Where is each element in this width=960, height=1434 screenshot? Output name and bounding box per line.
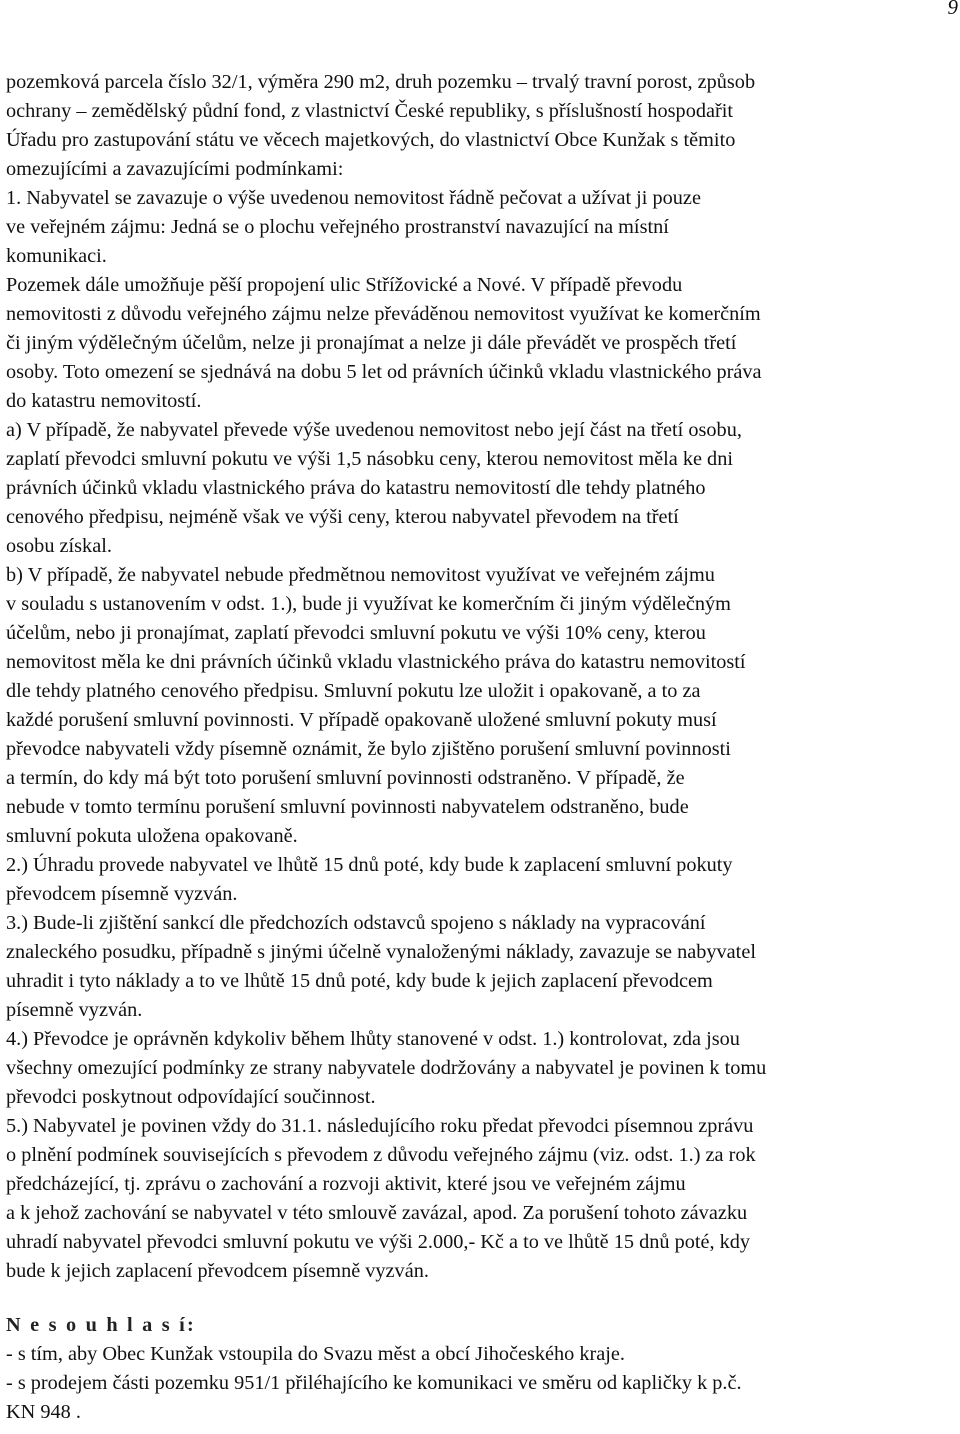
text-line: cenového předpisu, nejméně však ve výši ceny, kterou nabyvatel převodem na třetí: [6, 506, 679, 528]
closing-text-line: - s tím, aby Obec Kunžak vstoupila do Svazu měst a obcí Jihočeského kraje.: [6, 1343, 625, 1365]
text-line: nebude v tomto termínu porušení smluvní povinnosti nabyvatelem odstraněno, bude: [6, 796, 689, 818]
text-line: ve veřejném zájmu: Jedná se o plochu veřejného prostranství navazující na místní: [6, 216, 669, 238]
text-line: 5.) Nabyvatel je povinen vždy do 31.1. následujícího roku předat převodci písemnou zprávu: [6, 1115, 754, 1137]
page-number: 9: [947, 0, 958, 19]
text-line: a k jehož zachování se nabyvatel v této smlouvě zavázal, apod. Za porušení tohoto závazku: [6, 1202, 748, 1224]
text-line: zaplatí převodci smluvní pokutu ve výši 1,5 násobku ceny, kterou nemovitost měla ke dni: [6, 448, 733, 470]
text-line: b) V případě, že nabyvatel nebude předmětnou nemovitost využívat ve veřejném zájmu: [6, 564, 715, 586]
text-line: do katastru nemovitostí.: [6, 390, 202, 412]
text-line: pozemková parcela číslo 32/1, výměra 290 m2, druh pozemku – trvalý travní porost, způsob: [6, 71, 756, 93]
text-line: písemně vyzván.: [6, 999, 143, 1021]
text-line: či jiným výdělečným účelům, nelze ji pronajímat a nelze ji dále převádět ve prospěch třetí: [6, 332, 737, 354]
text-line: 2.) Úhradu provede nabyvatel ve lhůtě 15 dnů poté, kdy bude k zaplacení smluvní pokuty: [6, 854, 733, 876]
text-line: právních účinků vkladu vlastnického práva do katastru nemovitostí dle tehdy platného: [6, 477, 706, 499]
text-line: 4.) Převodce je oprávněn kdykoliv během lhůty stanovené v odst. 1.) kontrolovat, zda jsou: [6, 1028, 740, 1050]
text-line: komunikaci.: [6, 245, 107, 267]
text-line: Úřadu pro zastupování státu ve věcech majetkových, do vlastnictví Obce Kunžak s těmito: [6, 129, 736, 151]
closing-text-line: KN 948 .: [6, 1401, 81, 1423]
text-line: všechny omezující podmínky ze strany nabyvatele dodržovány a nabyvatel je povinen k tomu: [6, 1057, 767, 1079]
text-line: o plnění podmínek souvisejících s převodem z důvodu veřejného zájmu (viz. odst. 1.) za rok: [6, 1144, 756, 1166]
text-line: v souladu s ustanovením v odst. 1.), bude ji využívat ke komerčním či jiným výdělečným: [6, 593, 731, 615]
text-line: převodcem písemně vyzván.: [6, 883, 238, 905]
text-line: dle tehdy platného cenového předpisu. Smluvní pokutu lze uložit i opakovaně, a to za: [6, 680, 701, 702]
text-line: předcházející, tj. zprávu o zachování a rozvoji aktivit, které jsou ve veřejném zájmu: [6, 1173, 686, 1195]
text-line: omezujícími a zavazujícími podmínkami:: [6, 158, 344, 180]
text-line: účelům, nebo ji pronajímat, zaplatí převodci smluvní pokutu ve výši 10% ceny, kterou: [6, 622, 706, 644]
text-line: převodce nabyvateli vždy písemně oznámit, že bylo zjištěno porušení smluvní povinnosti: [6, 738, 731, 760]
document-body: [6, 68, 954, 1427]
text-line: každé porušení smluvní povinnosti. V případě opakovaně uložené smluvní pokuty musí: [6, 709, 717, 731]
text-line: ochrany – zemědělský půdní fond, z vlastnictví České republiky, s příslušností hospodařit: [6, 100, 733, 122]
text-line: osoby. Toto omezení se sjednává na dobu 5 let od právních účinků vkladu vlastnického práva: [6, 361, 762, 383]
section-heading: N e s o u h l a s í:: [6, 1314, 196, 1336]
text-line: smluvní pokuta uložena opakovaně.: [6, 825, 298, 847]
text-line: převodci poskytnout odpovídající součinnost.: [6, 1086, 376, 1108]
text-line: a) V případě, že nabyvatel převede výše uvedenou nemovitost nebo její část na třetí osobu,: [6, 419, 742, 441]
text-line: uhradit i tyto náklady a to ve lhůtě 15 dnů poté, kdy bude k jejich zaplacení převodcem: [6, 970, 713, 992]
text-line: 1. Nabyvatel se zavazuje o výše uvedenou nemovitost řádně pečovat a užívat ji pouze: [6, 187, 701, 209]
text-line: a termín, do kdy má být toto porušení smluvní povinnosti odstraněno. V případě, že: [6, 767, 685, 789]
text-line: nemovitosti z důvodu veřejného zájmu nelze převáděnou nemovitost využívat ke komerčním: [6, 303, 761, 325]
closing-paragraphs: [6, 1340, 954, 1427]
text-line: 3.) Bude-li zjištění sankcí dle předchozích odstavců spojeno s náklady na vypracování: [6, 912, 706, 934]
text-line: bude k jejich zaplacení převodcem písemně vyzván.: [6, 1260, 429, 1282]
text-line: uhradí nabyvatel převodci smluvní pokutu ve výši 2.000,- Kč a to ve lhůtě 15 dnů poté, kdy: [6, 1231, 751, 1253]
closing-text-line: - s prodejem části pozemku 951/1 přiléhajícího ke komunikaci ve směru od kapličky k p.č.: [6, 1372, 742, 1394]
text-line: osobu získal.: [6, 535, 112, 557]
text-line: Pozemek dále umožňuje pěší propojení ulic Střížovické a Nové. V případě převodu: [6, 274, 683, 296]
text-line: nemovitost měla ke dni právních účinků vkladu vlastnického práva do katastru nemovitostí: [6, 651, 746, 673]
body-paragraphs: [6, 68, 954, 1286]
text-line: znaleckého posudku, případně s jinými účelně vynaloženými náklady, zavazuje se nabyvatel: [6, 941, 756, 963]
section-gap: [6, 1286, 954, 1311]
